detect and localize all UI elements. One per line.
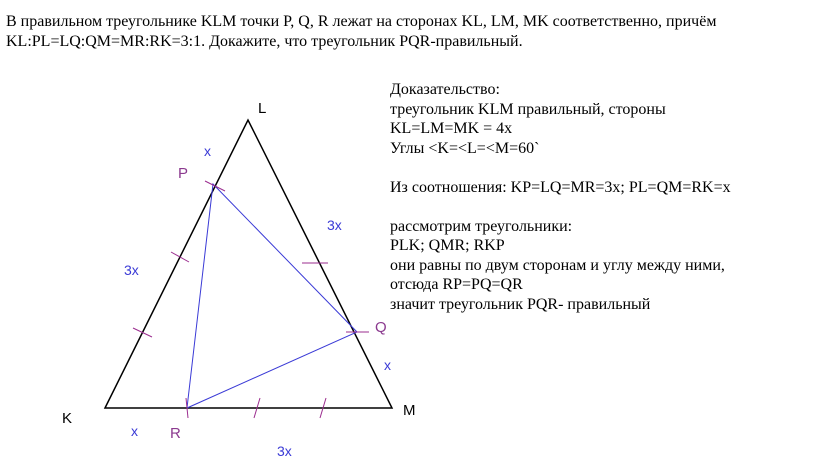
vertex-label-l: L	[258, 100, 267, 117]
point-label-p: P	[178, 165, 189, 182]
proof-line: треугольник KLM правильный, стороны	[390, 100, 666, 118]
segment-label-rm: 3x	[277, 443, 292, 459]
proof-line: Углы <K=<L=<M=60`	[390, 139, 540, 157]
segment-label-qm: x	[384, 357, 391, 373]
triangle-klm	[105, 120, 392, 408]
segment-label-kp: 3x	[124, 262, 139, 278]
proof-line: отсюда RP=PQ=QR	[390, 276, 523, 293]
problem-line-2: KL:PL=LQ:QM=MR:RK=3:1. Докажите, что треугольник PQR-правильный.	[6, 33, 523, 50]
problem-line-1: В правильном треугольнике KLM точки P, Q, R лежат на сторонах KL, LM, MK соответственно, причём	[6, 13, 717, 30]
proof-line: они равны по двум сторонам и углу между ними,	[390, 256, 725, 274]
vertex-label-k: K	[62, 410, 73, 427]
proof-line: KL=LM=MK = 4x	[390, 120, 513, 137]
proof-line: PLK; QMR; RKP	[390, 237, 505, 254]
proof-line: Из соотношения: KP=LQ=MR=3x; PL=QM=RK=x	[390, 178, 731, 196]
segment-label-lq: 3x	[327, 217, 342, 233]
segment-label-kr: x	[131, 423, 138, 439]
proof-line: значит треугольник PQR- правильный	[390, 295, 651, 313]
point-label-r: R	[170, 425, 181, 442]
tick-mark-kl-upper	[171, 252, 189, 262]
proof-line: Доказательство:	[390, 81, 500, 98]
proof-line: рассмотрим треугольники:	[390, 217, 573, 235]
vertex-label-m: M	[403, 402, 416, 419]
point-label-q: Q	[375, 319, 387, 336]
segment-label-pl: x	[204, 143, 211, 159]
tick-mark-kl-lower	[133, 328, 152, 337]
tick-mark-p	[205, 181, 225, 191]
